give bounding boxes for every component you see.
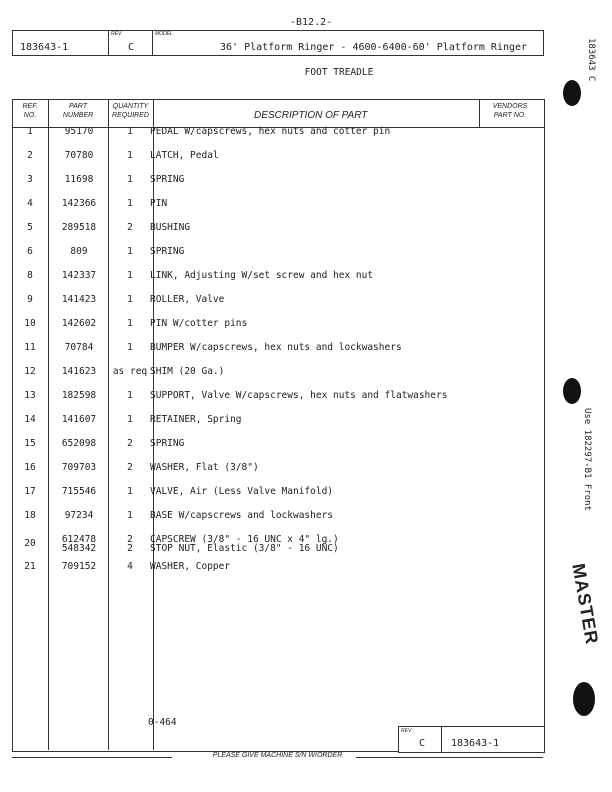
row-qty: 1 <box>127 270 133 281</box>
row-qty: 2 <box>127 222 133 233</box>
row-part: 652098 <box>61 438 97 449</box>
row-description: CAPSCREW (3/8" - 16 UNC x 4" lg.) <box>150 534 339 545</box>
row-part: 97234 <box>64 510 94 521</box>
bottom-rev-box <box>398 726 545 753</box>
row-qty: 1 <box>127 486 133 497</box>
row-description: RETAINER, Spring <box>150 414 242 425</box>
row-part: 70784 <box>64 342 94 353</box>
row-description: PIN <box>150 198 168 209</box>
row-qty: 2 <box>127 534 133 545</box>
row-part: 715546 <box>61 486 97 497</box>
hole-punch-icon <box>563 378 581 404</box>
header-revision: C <box>128 42 135 53</box>
row-ref: 1 <box>27 126 33 137</box>
col-vendor-header: VENDORS PART NO. <box>492 103 528 119</box>
row-ref: 5 <box>27 222 33 233</box>
row-ref: 20 <box>24 538 36 549</box>
row-qty: 2 <box>127 438 133 449</box>
row-part: 142366 <box>61 198 97 209</box>
row-qty: 1 <box>127 150 133 161</box>
row-ref: 4 <box>27 198 33 209</box>
row-ref: 2 <box>27 150 33 161</box>
row-part: 182598 <box>61 390 97 401</box>
row-description: PIN W/cotter pins <box>150 318 248 329</box>
row-qty: 1 <box>127 414 133 425</box>
row-part: 141607 <box>61 414 97 425</box>
row-description: STOP NUT, Elastic (3/8" - 16 UNC) <box>150 543 339 554</box>
section-title: FOOT TREADLE <box>304 67 374 78</box>
row-description: SPRING <box>150 174 185 185</box>
row-ref: 8 <box>27 270 33 281</box>
page-number: -B12.2- <box>290 17 333 28</box>
margin-part-number: 183643 C <box>586 38 596 82</box>
row-ref: 14 <box>24 414 36 425</box>
row-description: SPRING <box>150 246 185 257</box>
row-ref: 18 <box>24 510 36 521</box>
row-description: ROLLER, Valve <box>150 294 225 305</box>
row-ref: 12 <box>24 366 36 377</box>
row-qty: 1 <box>127 126 133 137</box>
row-description: SUPPORT, Valve W/capscrews, hex nuts and flatwashers <box>150 390 448 401</box>
row-ref: 6 <box>27 246 33 257</box>
row-part: 70780 <box>64 150 94 161</box>
row-description: BUMPER W/capscrews, hex nuts and lockwashers <box>150 342 402 353</box>
row-part: 612478 <box>61 534 97 545</box>
row-description: SPRING <box>150 438 185 449</box>
bottom-rev-label: REV. <box>401 728 413 734</box>
col-description-header: DESCRIPTION OF PART <box>254 110 368 121</box>
header-divider <box>108 30 109 56</box>
master-stamp: MASTER <box>568 562 603 647</box>
row-part: 95170 <box>64 126 94 137</box>
col-part-header: PART NUMBER <box>62 103 94 119</box>
header-part-number: 183643-1 <box>20 42 69 53</box>
row-qty: 1 <box>127 390 133 401</box>
bottom-revision: C <box>419 738 426 749</box>
footer-note: PLEASE GIVE MACHINE S/N W/ORDER <box>212 752 343 759</box>
row-qty: as req <box>112 366 148 377</box>
row-part: 11698 <box>64 174 94 185</box>
row-qty: 1 <box>127 510 133 521</box>
margin-note: Use 182297-B1 Front <box>582 408 592 511</box>
row-ref: 13 <box>24 390 36 401</box>
row-qty: 1 <box>127 294 133 305</box>
row-qty: 2 <box>127 462 133 473</box>
row-ref: 10 <box>24 318 36 329</box>
hole-punch-icon <box>573 682 595 716</box>
hole-punch-icon <box>563 80 581 106</box>
row-part: 141423 <box>61 294 97 305</box>
row-ref: 9 <box>27 294 33 305</box>
row-part: 548342 <box>61 543 97 554</box>
row-description: LATCH, Pedal <box>150 150 219 161</box>
row-qty: 1 <box>127 342 133 353</box>
row-part: 289518 <box>61 222 97 233</box>
row-ref: 15 <box>24 438 36 449</box>
row-description: BASE W/capscrews and lockwashers <box>150 510 334 521</box>
row-qty: 1 <box>127 174 133 185</box>
form-number: 0-464 <box>148 717 177 728</box>
row-part: 142337 <box>61 270 97 281</box>
bottom-part-number: 183643-1 <box>451 738 500 749</box>
row-description: VALVE, Air (Less Valve Manifold) <box>150 486 334 497</box>
row-ref: 17 <box>24 486 36 497</box>
header-model: 36' Platform Ringer - 4600-6400-60' Platform Ringer <box>220 42 528 53</box>
row-ref: 21 <box>24 561 36 572</box>
row-qty: 1 <box>127 318 133 329</box>
row-ref: 11 <box>24 342 36 353</box>
row-part: 142602 <box>61 318 97 329</box>
row-ref: 16 <box>24 462 36 473</box>
row-qty: 1 <box>127 198 133 209</box>
header-divider <box>152 30 153 56</box>
row-qty: 1 <box>127 246 133 257</box>
col-qty-header: QUANTITY REQUIRED <box>112 103 149 119</box>
row-qty: 2 <box>127 543 133 554</box>
rev-label: REV. <box>111 31 123 37</box>
row-description: PEDAL W/capscrews, hex nuts and cotter pin <box>150 126 391 137</box>
row-qty: 4 <box>127 561 133 572</box>
row-part: 141623 <box>61 366 97 377</box>
model-label: MODEL <box>155 31 173 37</box>
row-description: WASHER, Copper <box>150 561 231 572</box>
parts-table <box>12 99 545 752</box>
row-part: 709152 <box>61 561 97 572</box>
row-description: BUSHING <box>150 222 191 233</box>
row-description: WASHER, Flat (3/8") <box>150 462 259 473</box>
col-ref-header: REF. NO. <box>22 103 38 119</box>
row-part: 809 <box>70 246 88 257</box>
row-ref: 3 <box>27 174 33 185</box>
row-part: 709703 <box>61 462 97 473</box>
row-description: LINK, Adjusting W/set screw and hex nut <box>150 270 374 281</box>
row-description: SHIM (20 Ga.) <box>150 366 225 377</box>
